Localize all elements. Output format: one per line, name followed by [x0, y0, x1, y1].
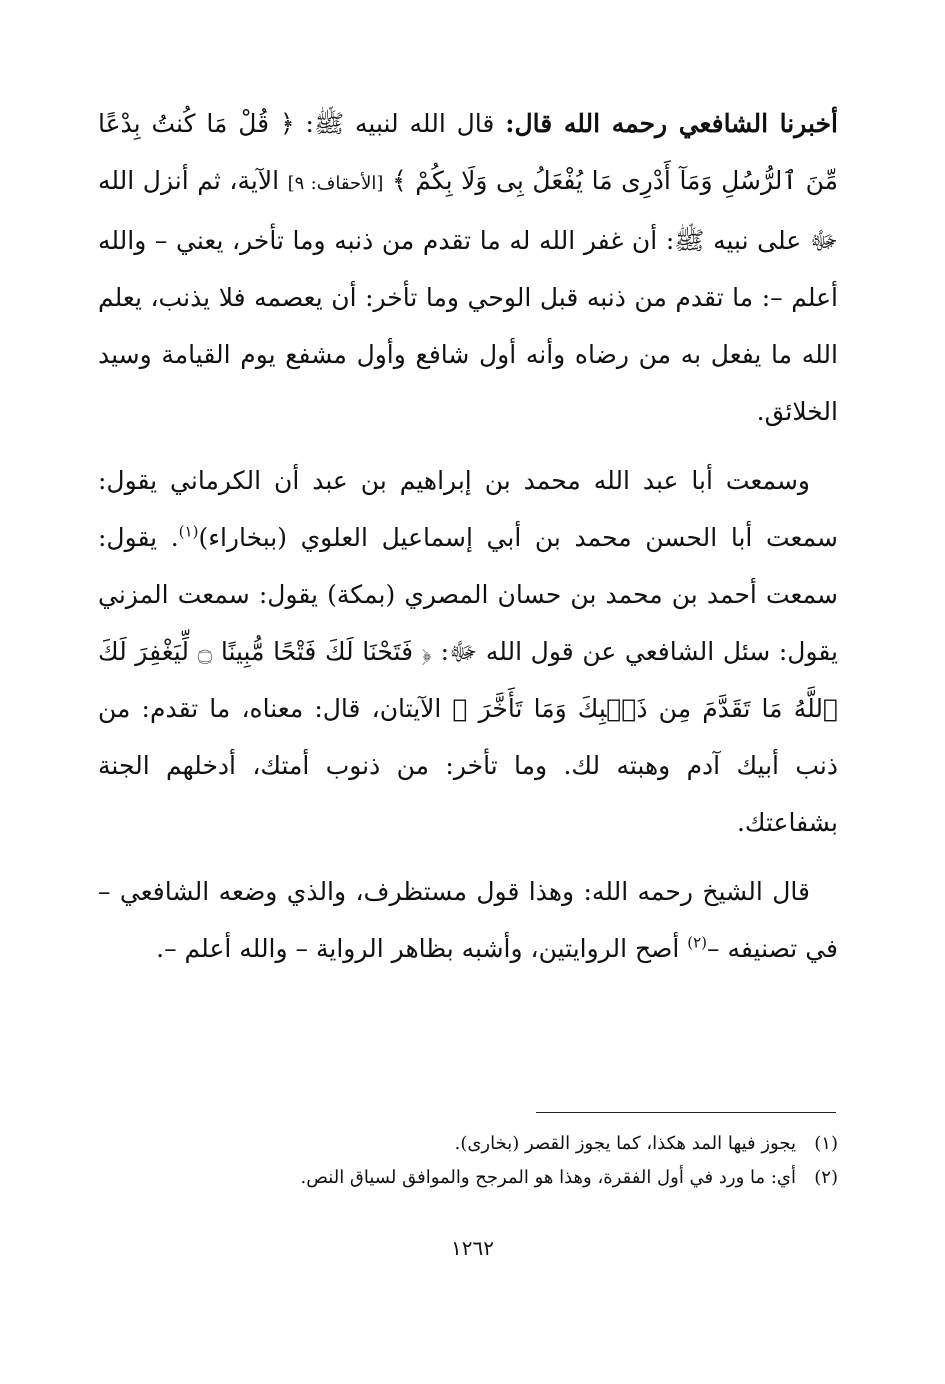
- footnote-divider: [536, 1112, 836, 1113]
- footnote-2: [98, 1161, 838, 1195]
- verse-citation: [الأحقاف: ٩]: [287, 173, 384, 194]
- paragraph-text: أصح الروايتين، وأشبه بظاهر الرواية – والله أعلم –.: [156, 934, 688, 963]
- paragraph-text: ﴾ الآيتان، قال: معناه، ما تقدم: من ذنب أبيك آدم وهبته لك. وما تأخر: من ذنوب أمتك، أدخلهم الجنة بشفاعتك.: [98, 694, 838, 837]
- page-number: ١٢٦٢: [451, 1236, 494, 1260]
- paragraph-text: ﴾: [383, 166, 416, 195]
- quran-verse: قُلْ مَا كُنتُ بِدْعًا مِّنَ ٱلرُّسُلِ وَمَآ أَدْرِى مَا يُفْعَلُ بِى وَلَا بِكُمْ: [98, 109, 839, 195]
- quran-verse: فَتَحْنَا لَكَ فَتْحًا مُّبِينًا ۝ لِّيَغْفِرَ لَكَ ٱللَّهُ مَا تَقَدَّمَ مِن ذَنۢبِكَ وَمَا تَأَخَّرَ: [98, 637, 838, 723]
- footnote-text: أي: ما ورد في أول الفقرة، وهذا هو المرجح والموافق لسياق النص.: [300, 1167, 796, 1188]
- paragraph-text: قال الشيخ رحمه الله: وهذا قول مستظرف، والذي وضعه الشافعي – في تصنيفه –: [98, 877, 838, 963]
- main-text: [98, 95, 838, 989]
- paragraph-3: [98, 863, 838, 977]
- footnotes: [98, 1127, 838, 1195]
- footnote-ref-2[interactable]: (٢): [687, 933, 708, 952]
- footnote-1: [98, 1127, 838, 1161]
- paragraph-text: . يقول: سمعت أحمد بن محمد بن حسان المصري (بمكة) يقول: سمعت المزني يقول: سئل الشافعي عن قول الله ﷻ: ﴿: [98, 523, 838, 666]
- paragraph-2: [98, 452, 838, 851]
- footnote-number: (٢): [814, 1167, 838, 1188]
- paragraph-lead: أخبرنا الشافعي رحمه الله قال:: [505, 109, 838, 138]
- footnote-number: (١): [814, 1133, 838, 1154]
- footnote-text: يجوز فيها المد هكذا، كما يجوز القصر (بخارى).: [454, 1133, 796, 1154]
- paragraph-1: [98, 95, 838, 440]
- paragraph-text: وسمعت أبا عبد الله محمد بن إبراهيم بن عبد أن الكرماني يقول: سمعت أبا الحسن محمد بن أبي إسماعيل العلوي (ببخاراء): [98, 466, 838, 552]
- footnote-ref-1[interactable]: (١): [178, 522, 199, 541]
- paragraph-text: الآية، ثم أنزل الله ﷻ على نبيه ﷺ: أن غفر الله له ما تقدم من ذنبه وما تأخر، يعني – والله أعلم –: ما تقدم من ذنبه قبل الوحي وما تأخر: أن يعصمه فلا يذنب، يعلم الله ما يفعل به من رضاه وأنه أول شافع وأول مشفع يوم القيامة وسيد الخلائق.: [98, 166, 838, 426]
- paragraph-text: قال الله لنبيه ﷺ: ﴿: [269, 109, 506, 138]
